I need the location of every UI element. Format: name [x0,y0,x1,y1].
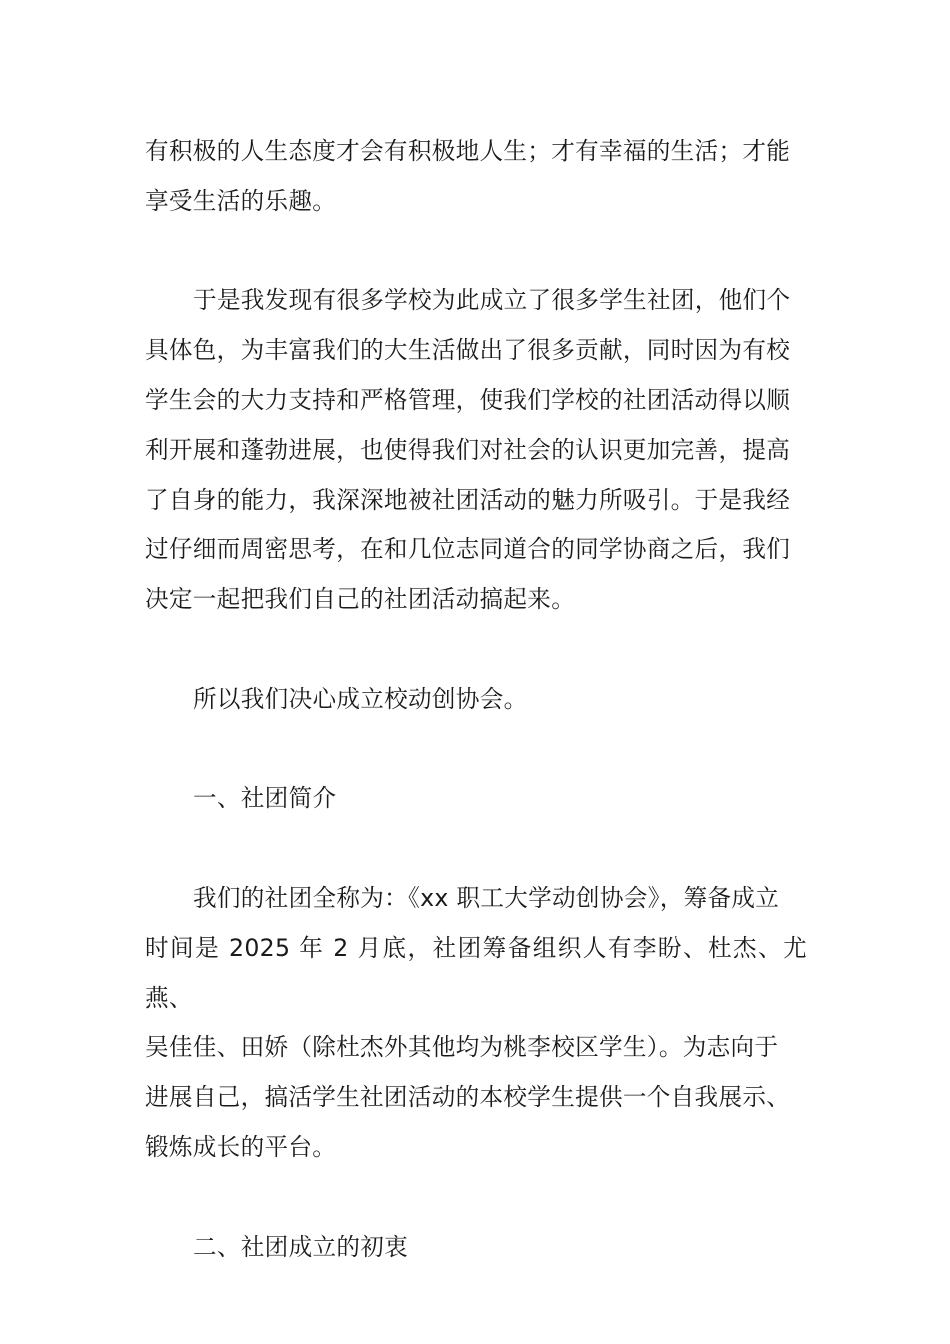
text-line: 享受生活的乐趣。 [145,186,337,215]
text-line: 了自身的能力，我深深地被社团活动的魅力所吸引。于是我经 [145,485,791,514]
paragraph-club-intro [145,874,807,1173]
text-line: 锻炼成长的平台。 [145,1132,337,1161]
text-line: 进展自己，搞活学生社团活动的本校学生提供一个自我展示、 [145,1083,791,1112]
section-heading-intro [145,774,807,824]
document-body [145,127,807,1272]
text-line: 具体色，为丰富我们的大生活做出了很多贡献，同时因为有校 [145,336,791,365]
paragraph-student-clubs [145,276,807,625]
text-line: 所以我们决心成立校动创协会。 [193,684,528,713]
text-line: 利开展和蓬勃进展，也使得我们对社会的认识更加完善，提高 [145,435,791,464]
heading-line: 一、社团简介 [193,784,337,813]
text-line: 有积极的人生态度才会有积极地人生；才有幸福的生活；才能 [145,137,791,165]
section-heading-origin [145,1223,807,1273]
text-line: 过仔细而周密思考，在和几位志同道合的同学协商之后，我们 [145,535,791,564]
heading-line: 二、社团成立的初衷 [193,1232,409,1261]
text-line: 吴佳佳、田娇（除杜杰外其他均为桃李校区学生）。为志向于 [145,1033,779,1062]
paragraph-decision [145,675,807,725]
text-line: 于是我发现有很多学校为此成立了很多学生社团，他们个 [193,286,791,315]
text-line: 学生会的大力支持和严格管理，使我们学校的社团活动得以顺 [145,385,791,414]
text-line: 我们的社团全称为：《xx 职工大学动创协会》，筹备成立 [193,883,780,912]
text-line: 决定一起把我们自己的社团活动搞起来。 [145,585,576,614]
text-line: 时间是 2025 年 2 月底，社团筹备组织人有李盼、杜杰、尤燕、 [145,933,807,1012]
paragraph-attitude [145,127,807,227]
